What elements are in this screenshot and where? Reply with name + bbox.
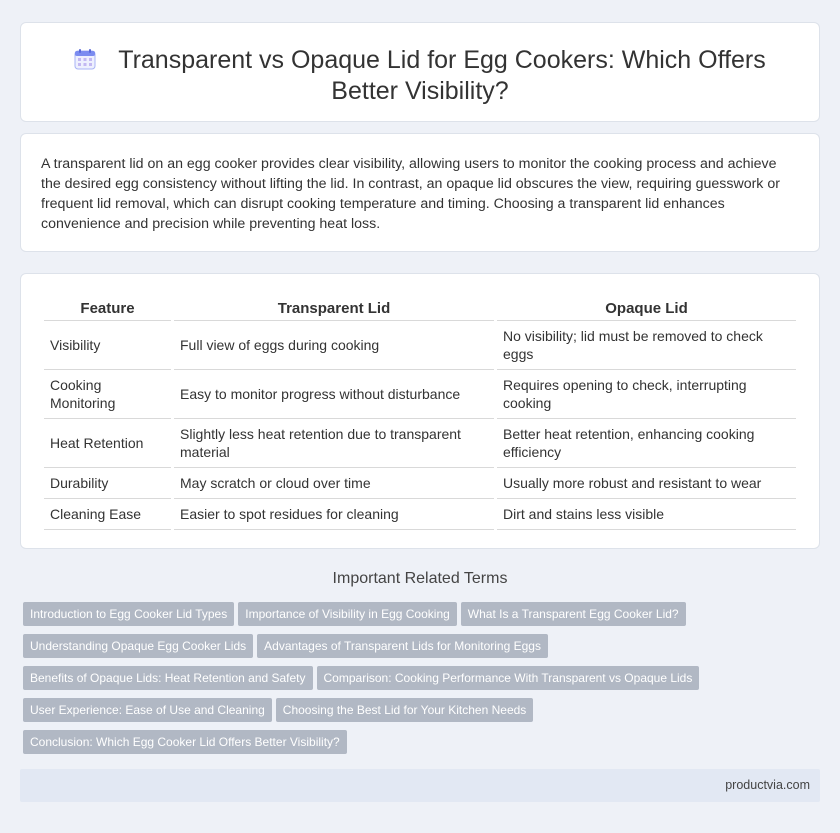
table-cell: Easier to spot residues for cleaning — [174, 499, 494, 530]
related-term-tag[interactable]: Benefits of Opaque Lids: Heat Retention and Safety — [23, 666, 313, 690]
table-cell: Heat Retention — [44, 419, 171, 468]
intro-paragraph: A transparent lid on an egg cooker provides clear visibility, allowing users to monitor the cooking process and achieve the desired egg consistency without lifting the lid. In contrast, an opaque lid obscures the view, requiring guesswork or frequent lid removal, which can disrupt cooking temperature and timing. Choosing a transparent lid enhances convenience and precision while preventing heat loss. — [41, 156, 780, 232]
related-terms-list — [23, 602, 823, 762]
table-cell: May scratch or cloud over time — [174, 468, 494, 499]
table-cell: Requires opening to check, interrupting cooking — [497, 370, 796, 419]
table-cell: Durability — [44, 468, 171, 499]
related-term-tag[interactable]: Advantages of Transparent Lids for Monitoring Eggs — [257, 634, 548, 658]
comparison-table — [41, 294, 799, 530]
page-title-wrap — [51, 45, 789, 107]
table-cell: Visibility — [44, 321, 171, 370]
footer-site-link[interactable]: productvia.com — [725, 778, 810, 792]
table-cell: No visibility; lid must be removed to check eggs — [497, 321, 796, 370]
header-card — [20, 22, 820, 122]
table-row — [44, 419, 796, 468]
table-row — [44, 468, 796, 499]
intro-card — [20, 133, 820, 252]
table-header-row — [44, 294, 796, 321]
table-cell: Dirt and stains less visible — [497, 499, 796, 530]
table-cell: Easy to monitor progress without disturbance — [174, 370, 494, 419]
related-term-tag[interactable]: Introduction to Egg Cooker Lid Types — [23, 602, 234, 626]
header-feature: Feature — [44, 294, 171, 321]
calendar-icon — [74, 48, 96, 70]
table-row — [44, 321, 796, 370]
footer-bar — [20, 769, 820, 802]
table-cell: Full view of eggs during cooking — [174, 321, 494, 370]
related-term-tag[interactable]: What Is a Transparent Egg Cooker Lid? — [461, 602, 686, 626]
table-row — [44, 370, 796, 419]
table-cell: Slightly less heat retention due to transparent material — [174, 419, 494, 468]
table-cell: Usually more robust and resistant to wear — [497, 468, 796, 499]
comparison-card — [20, 273, 820, 549]
table-cell: Cleaning Ease — [44, 499, 171, 530]
related-term-tag[interactable]: Comparison: Cooking Performance With Transparent vs Opaque Lids — [317, 666, 700, 690]
related-term-tag[interactable]: User Experience: Ease of Use and Cleaning — [23, 698, 272, 722]
table-row — [44, 499, 796, 530]
page-title: Transparent vs Opaque Lid for Egg Cookers: Which Offers Better Visibility? — [118, 46, 766, 105]
table-cell: Better heat retention, enhancing cooking efficiency — [497, 419, 796, 468]
related-term-tag[interactable]: Importance of Visibility in Egg Cooking — [238, 602, 457, 626]
related-term-tag[interactable]: Conclusion: Which Egg Cooker Lid Offers Better Visibility? — [23, 730, 347, 754]
table-cell: Cooking Monitoring — [44, 370, 171, 419]
header-transparent-lid: Transparent Lid — [174, 294, 494, 321]
header-opaque-lid: Opaque Lid — [497, 294, 796, 321]
related-terms-title: Important Related Terms — [332, 570, 508, 587]
related-term-tag[interactable]: Understanding Opaque Egg Cooker Lids — [23, 634, 253, 658]
related-term-tag[interactable]: Choosing the Best Lid for Your Kitchen Needs — [276, 698, 534, 722]
